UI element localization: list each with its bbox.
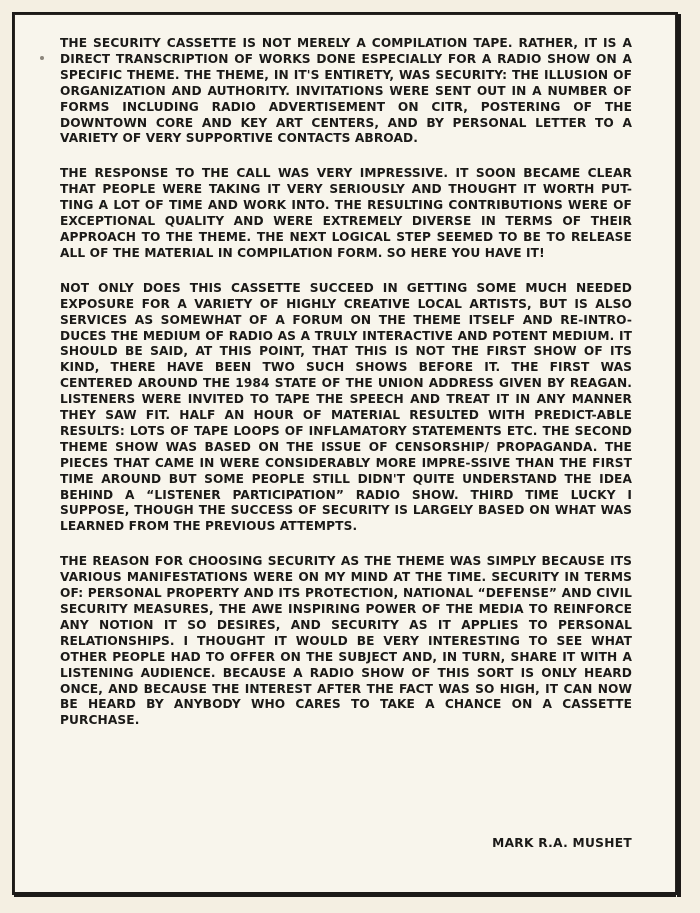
page-border-shadow xyxy=(677,14,681,897)
paper-speck xyxy=(40,56,44,60)
paragraph-3: NOT ONLY DOES THIS CASSETTE SUCCEED IN GETTING SOME MUCH NEEDED EXPOSURE FOR A VARIETY OF HIGHLY CREATIVE LOCAL ARTISTS, BUT IS ALSO SERVICES AS SOMEWHAT OF A FORUM ON THE THEME ITSELF AND RE-INTRO-DUCES THE MEDIUM OF RADIO AS A TRULY INTERACTIVE AND POTENT MEDIUM. IT SHOULD BE SAID, AT THIS POINT, THAT THIS IS NOT THE FIRST SHOW OF ITS KIND, THERE HAVE BEEN TWO SUCH SHOWS BEFORE IT. THE FIRST WAS CENTERED AROUND THE 1984 STATE OF THE UNION ADDRESS GIVEN BY REAGAN. LISTENERS WERE INVITED TO TAPE THE SPEECH AND TREAT IT IN ANY MANNER THEY SAW FIT. HALF AN HOUR OF MATERIAL RESULTED WITH PREDICT-ABLE RESULTS: LOTS OF TAPE LOOPS OF INFLAMATORY STATEMENTS ETC. THE SECOND THEME SHOW WAS BASED ON THE ISSUE OF CENSORSHIP/ PROPAGANDA. THE PIECES THAT CAME IN WERE CONSIDERABLY MORE IMPRE-SSIVE THAN THE FIRST TIME AROUND BUT SOME PEOPLE STILL DIDN'T QUITE UNDERSTAND THE IDEA BEHIND A “LISTENER PARTICIPATION” RADIO SHOW. THIRD TIME LUCKY I SUPPOSE, THOUGH THE SUCCESS OF SECURITY IS LARGELY BASED ON WHAT WAS LEARNED FROM THE PREVIOUS ATTEMPTS. xyxy=(60,280,632,534)
author-signature: MARK R.A. MUSHET xyxy=(492,836,632,850)
document-body xyxy=(60,36,632,729)
paragraph-2: THE RESPONSE TO THE CALL WAS VERY IMPRESSIVE. IT SOON BECAME CLEAR THAT PEOPLE WERE TAKING IT VERY SERIOUSLY AND THOUGHT IT WORTH PUT-TING A LOT OF TIME AND WORK INTO. THE RESULTING CONTRIBUTIONS WERE OF EXCEPTIONAL QUALITY AND WERE EXTREMELY DIVERSE IN TERMS OF THEIR APPROACH TO THE THEME. THE NEXT LOGICAL STEP SEEMED TO BE TO RELEASE ALL OF THE MATERIAL IN COMPILATION FORM. SO HERE YOU HAVE IT! xyxy=(60,166,632,260)
paragraph-4: THE REASON FOR CHOOSING SECURITY AS THE THEME WAS SIMPLY BECAUSE ITS VARIOUS MANIFESTATIONS WERE ON MY MIND AT THE TIME. SECURITY IN TERMS OF: PERSONAL PROPERTY AND ITS PROTECTION, NATIONAL “DEFENSE” AND CIVIL SECURITY MEASURES, THE AWE INSPIRING POWER OF THE MEDIA TO REINFORCE ANY NOTION IT SO DESIRES, AND SECURITY AS IT APPLIES TO PERSONAL RELATIONSHIPS. I THOUGHT IT WOULD BE VERY INTERESTING TO SEE WHAT OTHER PEOPLE HAD TO OFFER ON THE SUBJECT AND, IN TURN, SHARE IT WITH A LISTENING AUDIENCE. BECAUSE A RADIO SHOW OF THIS SORT IS ONLY HEARD ONCE, AND BECAUSE THE INTEREST AFTER THE FACT WAS SO HIGH, IT CAN NOW BE HEARD BY ANYBODY WHO CARES TO TAKE A CHANCE ON A CASSETTE PURCHASE. xyxy=(60,554,632,728)
paragraph-1: THE SECURITY CASSETTE IS NOT MERELY A COMPILATION TAPE. RATHER, IT IS A DIRECT TRANSCRIPTION OF WORKS DONE ESPECIALLY FOR A RADIO SHOW ON A SPECIFIC THEME. THE THEME, IN IT'S ENTIRETY, WAS SECURITY: THE ILLUSION OF ORGANIZATION AND AUTHORITY. INVITATIONS WERE SENT OUT IN A NUMBER OF FORMS INCLUDING RADIO ADVERTISEMENT ON CITR, POSTERING OF THE DOWNTOWN CORE AND KEY ART CENTERS, AND BY PERSONAL LETTER TO A VARIETY OF VERY SUPPORTIVE CONTACTS ABROAD. xyxy=(60,36,632,146)
